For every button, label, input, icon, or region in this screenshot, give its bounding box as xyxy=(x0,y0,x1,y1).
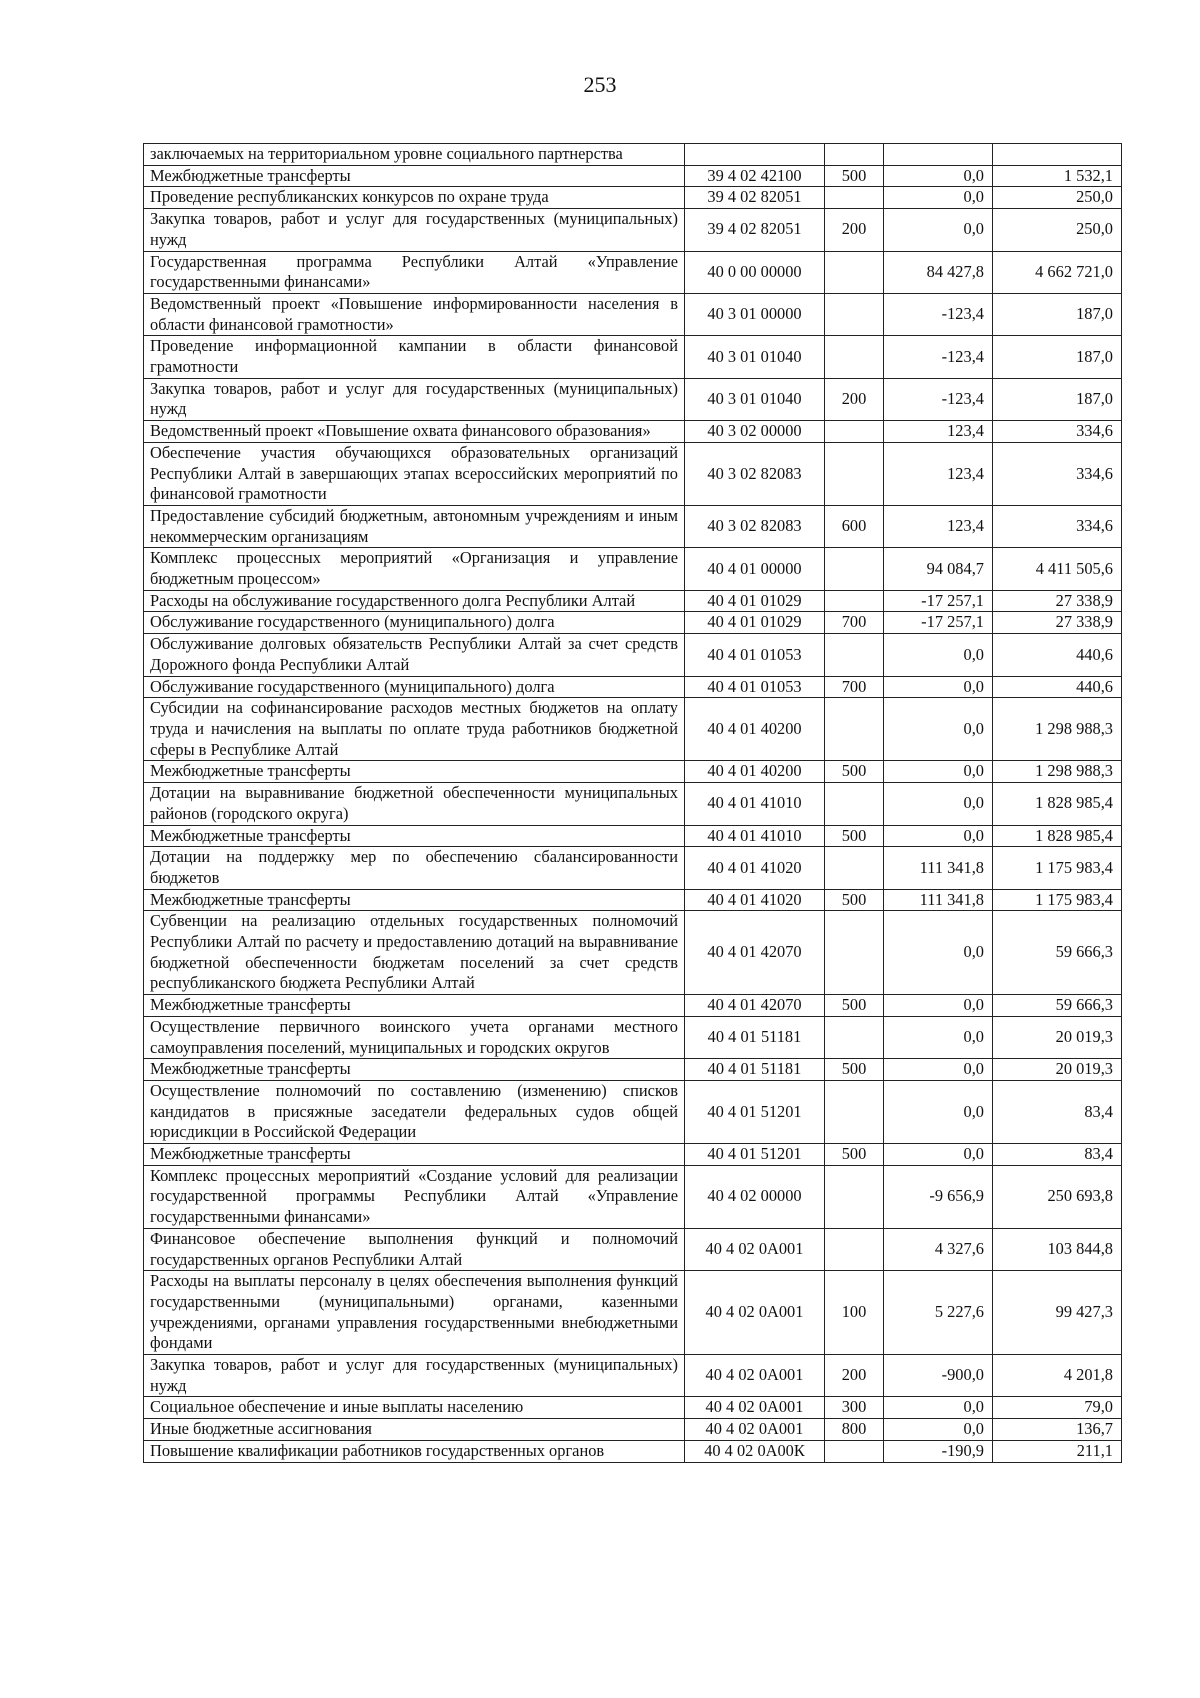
change-amount-cell: 0,0 xyxy=(884,783,993,825)
table-row xyxy=(144,1080,1122,1143)
table-row xyxy=(144,144,1122,166)
expense-type-cell: 300 xyxy=(825,1397,884,1419)
total-amount-cell: 334,6 xyxy=(993,421,1122,443)
change-amount-cell: 0,0 xyxy=(884,1144,993,1166)
total-amount-cell: 4 201,8 xyxy=(993,1355,1122,1397)
expense-type-cell xyxy=(825,442,884,505)
total-amount-cell: 250,0 xyxy=(993,187,1122,209)
expense-name-cell: Иные бюджетные ассигнования xyxy=(144,1419,685,1441)
total-amount-cell: 1 828 985,4 xyxy=(993,783,1122,825)
total-amount-cell: 4 411 505,6 xyxy=(993,548,1122,590)
budget-table xyxy=(143,143,1122,1463)
expense-name-cell: Межбюджетные трансферты xyxy=(144,995,685,1017)
table-row xyxy=(144,1419,1122,1441)
expense-type-cell: 700 xyxy=(825,612,884,634)
table-row xyxy=(144,293,1122,335)
total-amount-cell: 136,7 xyxy=(993,1419,1122,1441)
total-amount-cell: 20 019,3 xyxy=(993,1016,1122,1058)
expense-name-cell: Расходы на обслуживание государственного долга Республики Алтай xyxy=(144,590,685,612)
total-amount-cell: 79,0 xyxy=(993,1397,1122,1419)
total-amount-cell: 27 338,9 xyxy=(993,590,1122,612)
change-amount-cell: 123,4 xyxy=(884,442,993,505)
table-row xyxy=(144,442,1122,505)
table-row xyxy=(144,209,1122,251)
expense-name-cell: Расходы на выплаты персоналу в целях обеспечения выполнения функций государственными (муниципальными) органами, казенными учреждениями, органами управления государственными внебюджетными фондами xyxy=(144,1271,685,1355)
total-amount-cell: 99 427,3 xyxy=(993,1271,1122,1355)
expense-name-cell: Обеспечение участия обучающихся образовательных организаций Республики Алтай в завершающих этапах всероссийских мероприятий по финансовой грамотности xyxy=(144,442,685,505)
change-amount-cell: 0,0 xyxy=(884,1419,993,1441)
expense-type-cell xyxy=(825,1165,884,1228)
total-amount-cell: 440,6 xyxy=(993,634,1122,676)
change-amount-cell: 0,0 xyxy=(884,676,993,698)
table-row xyxy=(144,1271,1122,1355)
expense-type-cell: 500 xyxy=(825,995,884,1017)
total-amount-cell: 83,4 xyxy=(993,1144,1122,1166)
expense-type-cell xyxy=(825,548,884,590)
change-amount-cell: 0,0 xyxy=(884,187,993,209)
table-row xyxy=(144,1440,1122,1462)
expense-type-cell: 500 xyxy=(825,825,884,847)
expense-type-cell xyxy=(825,1016,884,1058)
expense-type-cell xyxy=(825,698,884,761)
change-amount-cell: 0,0 xyxy=(884,1080,993,1143)
expense-name-cell: Ведомственный проект «Повышение охвата финансового образования» xyxy=(144,421,685,443)
expense-name-cell: Обслуживание государственного (муниципального) долга xyxy=(144,676,685,698)
table-row xyxy=(144,187,1122,209)
table-row xyxy=(144,995,1122,1017)
table-row xyxy=(144,1165,1122,1228)
expense-type-cell xyxy=(825,421,884,443)
expense-type-cell: 600 xyxy=(825,505,884,547)
target-code-cell: 40 4 01 40200 xyxy=(685,698,825,761)
table-row xyxy=(144,634,1122,676)
table-row xyxy=(144,421,1122,443)
expense-name-cell: Закупка товаров, работ и услуг для государственных (муниципальных) нужд xyxy=(144,209,685,251)
change-amount-cell: 0,0 xyxy=(884,1059,993,1081)
expense-name-cell: Предоставление субсидий бюджетным, автономным учреждениям и иным некоммерческим организациям xyxy=(144,505,685,547)
expense-type-cell xyxy=(825,251,884,293)
expense-type-cell: 700 xyxy=(825,676,884,698)
change-amount-cell: 0,0 xyxy=(884,209,993,251)
total-amount-cell: 187,0 xyxy=(993,293,1122,335)
target-code-cell xyxy=(685,144,825,166)
target-code-cell: 40 4 01 51201 xyxy=(685,1144,825,1166)
change-amount-cell: 0,0 xyxy=(884,698,993,761)
total-amount-cell xyxy=(993,144,1122,166)
expense-name-cell: Межбюджетные трансферты xyxy=(144,1059,685,1081)
expense-type-cell xyxy=(825,1228,884,1270)
total-amount-cell: 1 175 983,4 xyxy=(993,847,1122,889)
target-code-cell: 40 0 00 00000 xyxy=(685,251,825,293)
expense-type-cell xyxy=(825,590,884,612)
table-row xyxy=(144,612,1122,634)
expense-type-cell: 200 xyxy=(825,209,884,251)
target-code-cell: 40 3 02 00000 xyxy=(685,421,825,443)
expense-name-cell: Осуществление полномочий по составлению (изменению) списков кандидатов в присяжные заседатели федеральных судов общей юрисдикции в Российской Федерации xyxy=(144,1080,685,1143)
table-row xyxy=(144,847,1122,889)
change-amount-cell: 111 341,8 xyxy=(884,847,993,889)
table-row xyxy=(144,761,1122,783)
expense-type-cell: 500 xyxy=(825,761,884,783)
table-row xyxy=(144,1059,1122,1081)
table-row xyxy=(144,1397,1122,1419)
expense-type-cell: 500 xyxy=(825,1059,884,1081)
change-amount-cell: 0,0 xyxy=(884,634,993,676)
change-amount-cell: -123,4 xyxy=(884,336,993,378)
target-code-cell: 40 4 02 0А001 xyxy=(685,1271,825,1355)
expense-name-cell: Повышение квалификации работников государственных органов xyxy=(144,1440,685,1462)
expense-name-cell: Субвенции на реализацию отдельных государственных полномочий Республики Алтай по расчету и предоставлению дотаций на выравнивание бюджетной обеспеченности бюджетам поселений за счет средств республиканского бюджета Республики Алтай xyxy=(144,911,685,995)
change-amount-cell: -123,4 xyxy=(884,378,993,420)
expense-name-cell: Межбюджетные трансферты xyxy=(144,889,685,911)
change-amount-cell: -190,9 xyxy=(884,1440,993,1462)
expense-name-cell: Субсидии на софинансирование расходов местных бюджетов на оплату труда и начисления на выплаты по оплате труда работников бюджетной сферы в Республике Алтай xyxy=(144,698,685,761)
expense-name-cell: Межбюджетные трансферты xyxy=(144,165,685,187)
expense-name-cell: Межбюджетные трансферты xyxy=(144,761,685,783)
target-code-cell: 40 4 01 41010 xyxy=(685,783,825,825)
change-amount-cell: 0,0 xyxy=(884,911,993,995)
target-code-cell: 40 3 01 00000 xyxy=(685,293,825,335)
table-row xyxy=(144,911,1122,995)
target-code-cell: 40 4 01 42070 xyxy=(685,911,825,995)
expense-type-cell: 500 xyxy=(825,889,884,911)
target-code-cell: 40 4 01 01029 xyxy=(685,612,825,634)
expense-type-cell xyxy=(825,187,884,209)
total-amount-cell: 4 662 721,0 xyxy=(993,251,1122,293)
target-code-cell: 40 4 01 00000 xyxy=(685,548,825,590)
table-row xyxy=(144,378,1122,420)
expense-name-cell: Проведение республиканских конкурсов по охране труда xyxy=(144,187,685,209)
table-row xyxy=(144,1144,1122,1166)
expense-type-cell: 500 xyxy=(825,165,884,187)
table-row xyxy=(144,889,1122,911)
expense-name-cell: Проведение информационной кампании в области финансовой грамотности xyxy=(144,336,685,378)
expense-name-cell: Комплекс процессных мероприятий «Организация и управление бюджетным процессом» xyxy=(144,548,685,590)
total-amount-cell: 1 828 985,4 xyxy=(993,825,1122,847)
change-amount-cell: 0,0 xyxy=(884,995,993,1017)
expense-name-cell: Ведомственный проект «Повышение информированности населения в области финансовой грамотности» xyxy=(144,293,685,335)
expense-type-cell: 200 xyxy=(825,1355,884,1397)
change-amount-cell: -123,4 xyxy=(884,293,993,335)
expense-name-cell: Дотации на поддержку мер по обеспечению сбалансированности бюджетов xyxy=(144,847,685,889)
target-code-cell: 40 4 02 0А001 xyxy=(685,1355,825,1397)
change-amount-cell: 0,0 xyxy=(884,1397,993,1419)
table-row xyxy=(144,548,1122,590)
total-amount-cell: 440,6 xyxy=(993,676,1122,698)
target-code-cell: 40 4 02 0А00К xyxy=(685,1440,825,1462)
change-amount-cell xyxy=(884,144,993,166)
expense-type-cell xyxy=(825,634,884,676)
total-amount-cell: 1 298 988,3 xyxy=(993,698,1122,761)
target-code-cell: 40 4 02 0А001 xyxy=(685,1419,825,1441)
change-amount-cell: 123,4 xyxy=(884,421,993,443)
total-amount-cell: 334,6 xyxy=(993,505,1122,547)
expense-name-cell: Финансовое обеспечение выполнения функций и полномочий государственных органов Республики Алтай xyxy=(144,1228,685,1270)
change-amount-cell: -17 257,1 xyxy=(884,612,993,634)
target-code-cell: 40 3 01 01040 xyxy=(685,336,825,378)
change-amount-cell: 123,4 xyxy=(884,505,993,547)
total-amount-cell: 103 844,8 xyxy=(993,1228,1122,1270)
total-amount-cell: 83,4 xyxy=(993,1080,1122,1143)
total-amount-cell: 211,1 xyxy=(993,1440,1122,1462)
expense-type-cell xyxy=(825,783,884,825)
target-code-cell: 39 4 02 42100 xyxy=(685,165,825,187)
table-row xyxy=(144,590,1122,612)
table-row xyxy=(144,825,1122,847)
table-row xyxy=(144,698,1122,761)
expense-name-cell: Межбюджетные трансферты xyxy=(144,825,685,847)
table-row xyxy=(144,1355,1122,1397)
expense-name-cell: Закупка товаров, работ и услуг для государственных (муниципальных) нужд xyxy=(144,378,685,420)
total-amount-cell: 1 532,1 xyxy=(993,165,1122,187)
change-amount-cell: 5 227,6 xyxy=(884,1271,993,1355)
target-code-cell: 40 4 01 01053 xyxy=(685,676,825,698)
change-amount-cell: -900,0 xyxy=(884,1355,993,1397)
change-amount-cell: 0,0 xyxy=(884,761,993,783)
table-row xyxy=(144,1016,1122,1058)
expense-name-cell: Государственная программа Республики Алтай «Управление государственными финансами» xyxy=(144,251,685,293)
target-code-cell: 40 4 01 42070 xyxy=(685,995,825,1017)
target-code-cell: 40 4 02 00000 xyxy=(685,1165,825,1228)
table-row xyxy=(144,676,1122,698)
change-amount-cell: 0,0 xyxy=(884,825,993,847)
change-amount-cell: 84 427,8 xyxy=(884,251,993,293)
table-row xyxy=(144,251,1122,293)
expense-name-cell: заключаемых на территориальном уровне социального партнерства xyxy=(144,144,685,166)
total-amount-cell: 27 338,9 xyxy=(993,612,1122,634)
expense-type-cell xyxy=(825,1440,884,1462)
expense-name-cell: Социальное обеспечение и иные выплаты населению xyxy=(144,1397,685,1419)
target-code-cell: 40 4 01 41010 xyxy=(685,825,825,847)
total-amount-cell: 187,0 xyxy=(993,336,1122,378)
target-code-cell: 40 3 02 82083 xyxy=(685,505,825,547)
change-amount-cell: 111 341,8 xyxy=(884,889,993,911)
total-amount-cell: 250,0 xyxy=(993,209,1122,251)
change-amount-cell: -9 656,9 xyxy=(884,1165,993,1228)
target-code-cell: 40 4 01 01053 xyxy=(685,634,825,676)
target-code-cell: 40 4 01 41020 xyxy=(685,847,825,889)
expense-type-cell: 800 xyxy=(825,1419,884,1441)
total-amount-cell: 20 019,3 xyxy=(993,1059,1122,1081)
target-code-cell: 40 4 01 01029 xyxy=(685,590,825,612)
target-code-cell: 40 4 02 0А001 xyxy=(685,1228,825,1270)
table-body xyxy=(144,144,1122,1463)
target-code-cell: 39 4 02 82051 xyxy=(685,187,825,209)
expense-type-cell xyxy=(825,144,884,166)
total-amount-cell: 334,6 xyxy=(993,442,1122,505)
table-row xyxy=(144,783,1122,825)
target-code-cell: 40 4 01 41020 xyxy=(685,889,825,911)
total-amount-cell: 59 666,3 xyxy=(993,995,1122,1017)
change-amount-cell: 4 327,6 xyxy=(884,1228,993,1270)
target-code-cell: 40 3 02 82083 xyxy=(685,442,825,505)
change-amount-cell: 0,0 xyxy=(884,1016,993,1058)
table-row xyxy=(144,336,1122,378)
expense-name-cell: Осуществление первичного воинского учета органами местного самоуправления поселений, муниципальных и городских округов xyxy=(144,1016,685,1058)
expense-type-cell xyxy=(825,911,884,995)
expense-type-cell: 100 xyxy=(825,1271,884,1355)
target-code-cell: 40 4 01 51181 xyxy=(685,1059,825,1081)
table-row xyxy=(144,505,1122,547)
expense-name-cell: Обслуживание государственного (муниципального) долга xyxy=(144,612,685,634)
target-code-cell: 40 4 02 0А001 xyxy=(685,1397,825,1419)
expense-name-cell: Межбюджетные трансферты xyxy=(144,1144,685,1166)
table-row xyxy=(144,165,1122,187)
expense-type-cell: 500 xyxy=(825,1144,884,1166)
total-amount-cell: 187,0 xyxy=(993,378,1122,420)
target-code-cell: 40 3 01 01040 xyxy=(685,378,825,420)
target-code-cell: 40 4 01 51201 xyxy=(685,1080,825,1143)
change-amount-cell: 94 084,7 xyxy=(884,548,993,590)
expense-name-cell: Комплекс процессных мероприятий «Создание условий для реализации государственной программы Республики Алтай «Управление государственными финансами» xyxy=(144,1165,685,1228)
page-number: 253 xyxy=(583,72,617,97)
expense-name-cell: Обслуживание долговых обязательств Республики Алтай за счет средств Дорожного фонда Республики Алтай xyxy=(144,634,685,676)
change-amount-cell: 0,0 xyxy=(884,165,993,187)
expense-name-cell: Закупка товаров, работ и услуг для государственных (муниципальных) нужд xyxy=(144,1355,685,1397)
total-amount-cell: 59 666,3 xyxy=(993,911,1122,995)
expense-type-cell xyxy=(825,336,884,378)
expense-type-cell: 200 xyxy=(825,378,884,420)
total-amount-cell: 1 298 988,3 xyxy=(993,761,1122,783)
target-code-cell: 40 4 01 51181 xyxy=(685,1016,825,1058)
change-amount-cell: -17 257,1 xyxy=(884,590,993,612)
total-amount-cell: 1 175 983,4 xyxy=(993,889,1122,911)
expense-type-cell xyxy=(825,293,884,335)
expense-name-cell: Дотации на выравнивание бюджетной обеспеченности муниципальных районов (городского округа) xyxy=(144,783,685,825)
target-code-cell: 40 4 01 40200 xyxy=(685,761,825,783)
expense-type-cell xyxy=(825,1080,884,1143)
expense-type-cell xyxy=(825,847,884,889)
target-code-cell: 39 4 02 82051 xyxy=(685,209,825,251)
total-amount-cell: 250 693,8 xyxy=(993,1165,1122,1228)
table-row xyxy=(144,1228,1122,1270)
